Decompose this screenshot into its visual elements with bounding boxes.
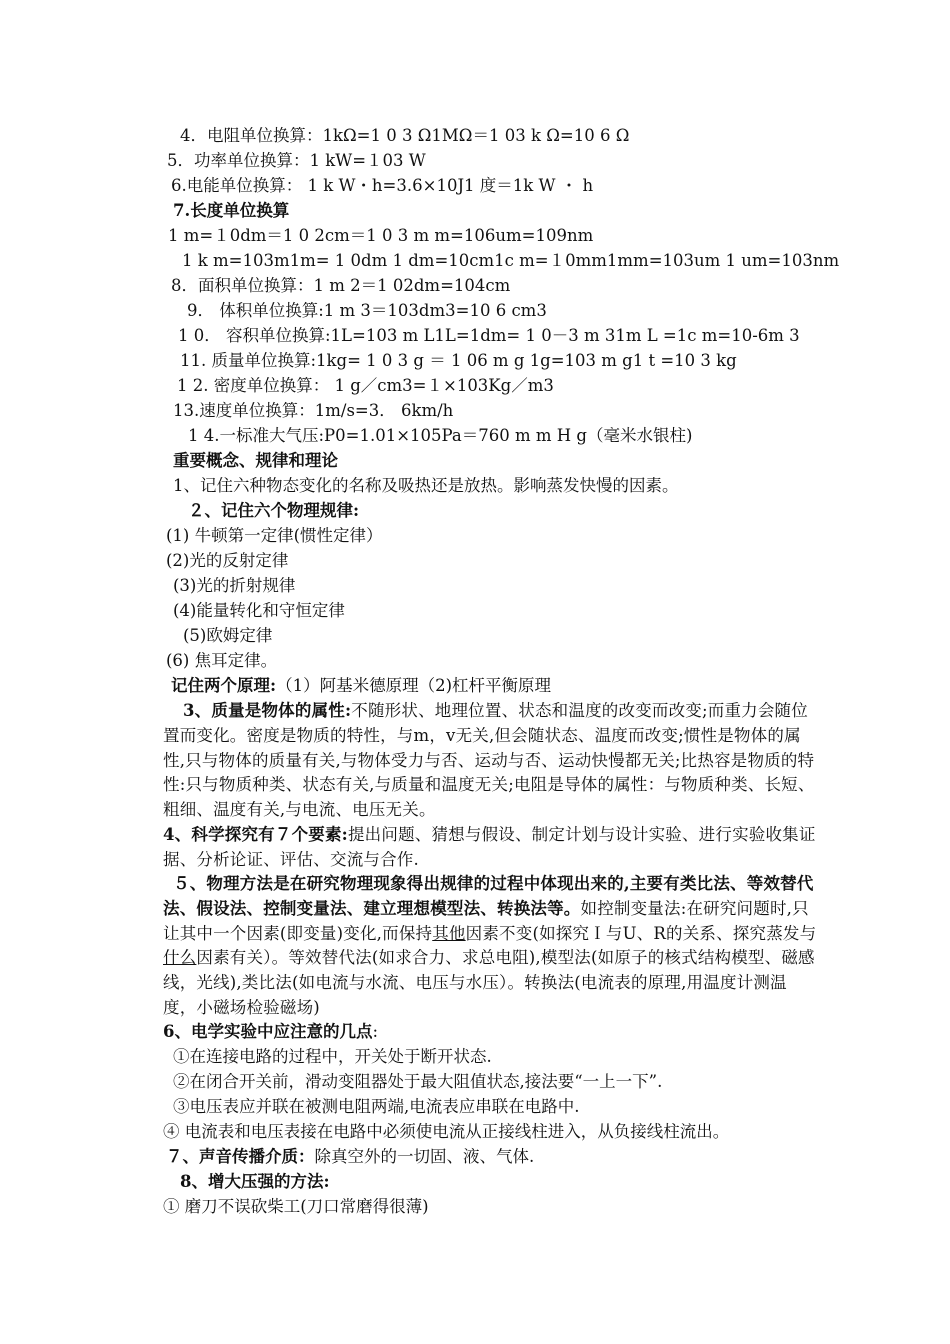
unit-conversion-energy: 6.电能单位换算： 1 k W・h=3.6×10J1 度＝1k W ・ h — [171, 176, 594, 195]
law-energy-conservation: (4)能量转化和守恒定律 — [173, 601, 345, 620]
unit-conversion-area: 8．面积单位换算：1 m 2＝1 02dm=104cm — [171, 276, 511, 295]
unit-conversion-resistance: 4．电阻单位换算：1kΩ=1 0 3 Ω1MΩ＝1 03 k Ω=10 6 Ω — [180, 126, 630, 145]
unit-conversion-length-line-2: 1 k m=103m1m= 1 0dm 1 dm=10cm1c m=１0mm1mm=103um 1 um=103nm — [182, 251, 840, 270]
electric-note-3: ③电压表应并联在被测电阻两端,电流表应串联在电路中. — [173, 1097, 580, 1116]
unit-conversion-density: 1 2. 密度单位换算： 1 g／cm3=１×103Kg／m3 — [177, 376, 554, 395]
unit-conversion-length-heading: 7.长度单位换算 — [173, 201, 290, 220]
item-6-title: 6、电学实验中应注意的几点 — [163, 1022, 373, 1041]
item-1-states-of-matter: 1、记住六种物态变化的名称及吸热还是放热。影响蒸发快慢的因素。 — [173, 476, 679, 495]
item-7-line — [166, 1145, 534, 1169]
unit-conversion-length-line-1: 1 m=１0dm＝1 0 2cm＝1 0 3 m m=106um=109nm — [168, 226, 594, 245]
electric-note-4: ④ 电流表和电压表接在电路中必须使电流从正接线柱进入，从负接线柱流出。 — [163, 1122, 730, 1141]
item-5-text-a: 如控制变量法:在研究问题时,只让其中一个因素(即变量)变化,而保持 — [163, 898, 809, 943]
law-joule: (6) 焦耳定律。 — [166, 651, 278, 670]
item-3-paragraph — [163, 699, 818, 823]
two-principles-label: 记住两个原理: — [171, 676, 277, 695]
item-6-colon: : — [372, 1022, 379, 1041]
electric-note-1: ①在连接电路的过程中，开关处于断开状态. — [173, 1047, 492, 1066]
item-5-underline-a: 其他 — [432, 923, 466, 943]
item-4-title: 4、科学探究有７个要素: — [163, 825, 348, 844]
standard-atmosphere: 1 4.一标准大气压:P0=1.01×105Pa＝760 m m H g（毫米水银柱) — [188, 426, 693, 445]
item-3-title: 3、质量是物体的属性: — [183, 701, 352, 720]
item-5-title: ５、物理方法是在研究物理现象得出规律的过程中体现出来的,主要有类比法、等效替代法、假设法、控制变量法、建立理想模型法、转换法等。 — [163, 874, 814, 918]
unit-conversion-volume: 9． 体积单位换算:1 m 3＝103dm3=10 6 cm3 — [187, 301, 547, 320]
item-6-title-line — [163, 1020, 378, 1044]
item-3-text: 不随形状、地理位置、状态和温度的改变而改变;而重力会随位置而变化。密度是物质的特性，与m，v无关,但会随状态、温度而改变;惯性是物体的属性,只与物体的质量有关,与物体受力与否、运动与否、运动快慢都无关;比热容是物质的特性:只与物质种类、状态有关,与质量和温度无关;电阻是导体的属性：与物质种类、长短、粗细、温度有关,与电流、电压无关。 — [163, 701, 815, 820]
item-7-text: 除真空外的一切固、液、气体. — [314, 1147, 535, 1166]
item-5-text-b: 因素不变(如探究Ｉ与U、R的关系、探究蒸发与 — [465, 923, 817, 943]
unit-conversion-mass: 11. 质量单位换算:1kg= 1 0 3 g ＝ 1 06 m g 1g=103 m g1 t =10 3 kg — [180, 351, 737, 370]
item-7-title: ７、声音传播介质： — [166, 1147, 315, 1166]
law-ohm: (5)欧姆定律 — [183, 626, 273, 645]
item-8-title: 8、增大压强的方法: — [180, 1172, 330, 1191]
law-newton: (1) 牛顿第一定律(惯性定律） — [166, 526, 383, 545]
unit-conversion-speed: 13.速度单位换算：1m/s=3． 6km/h — [173, 401, 454, 420]
unit-conversion-capacity: 1 0． 容积单位换算:1L=103 m L1L=1dm= 1 0－3 m 31m L =1c m=10-6m 3 — [178, 326, 800, 345]
law-reflection: (2)光的反射定律 — [166, 551, 289, 570]
item-2-title: ２、记住六个物理规律: — [188, 501, 360, 520]
two-principles — [171, 674, 551, 698]
law-refraction: (3)光的折射规律 — [173, 576, 296, 595]
section-heading-concepts: 重要概念、规律和理论 — [173, 451, 338, 470]
item-5-text-c: 因素有关）。等效替代法(如求合力、求总电阻),模型法(如原子的核式结构模型、磁感线，光线),类比法(如电流与水流、电压与水压）。转换法(电流表的原理,用温度计测温度，小磁场检验磁场) — [163, 948, 815, 1017]
item-4-paragraph — [163, 823, 818, 873]
unit-conversion-power: 5．功率单位换算：1 kW=１03 W — [167, 151, 426, 170]
electric-note-2: ②在闭合开关前，滑动变阻器处于最大阻值状态,接法要“一上一下”. — [173, 1072, 663, 1091]
two-principles-text: （1）阿基米德原理（2)杠杆平衡原理 — [276, 676, 552, 695]
pressure-method-1: ① 磨刀不误砍柴工(刀口常磨得很薄) — [163, 1197, 429, 1216]
item-4-text: 提出问题、猜想与假设、制定计划与设计实验、进行实验收集证据、分析论证、评估、交流与合作. — [163, 825, 816, 869]
item-5-underline-b: 什么 — [163, 948, 197, 968]
item-5-paragraph — [163, 872, 818, 1021]
